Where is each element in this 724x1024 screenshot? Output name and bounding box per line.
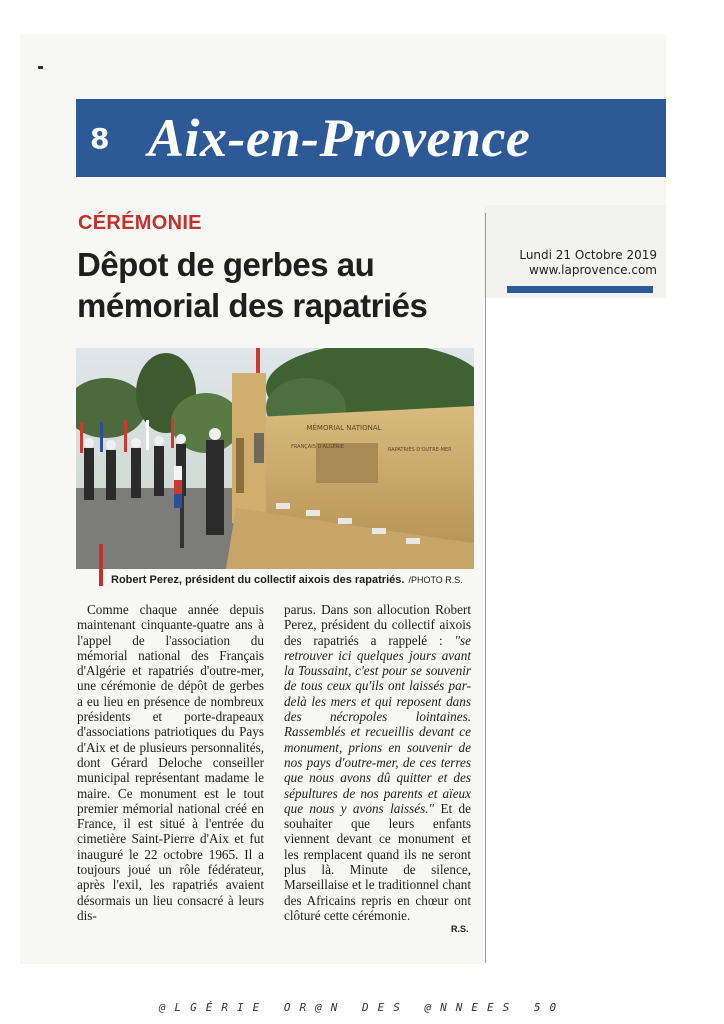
column-2-intro: parus. Dans son allocution Robert Perez, président du collectif aixois des rapatriés a rappelé : [284,602,471,648]
column-2-text [284,602,471,923]
caption-text: Robert Perez, président du collectif aixois des rapatriés. [111,574,405,586]
photo-caption [111,574,463,586]
publication-date: Lundi 21 Octobre 2019 [519,248,657,262]
memorial-ceremony-photo [76,348,474,569]
dateline [507,248,657,278]
dateline-bar [507,286,653,293]
caption-marker [99,544,103,586]
memorial-plaque-right: RAPATRIÉS D'OUTRE-MER [388,447,452,453]
article-headline: Dêpot de gerbes au mémorial des rapatriés [77,246,428,324]
column-2-outro: Et de souhaiter que leurs enfants viennent devant ce monument et les remplacent quand ils ne seront plus là. Minute de silence, Marseillaise et le traditionnel chant des Africains repris en chœur ont clôturé cette cérémonie. [284,800,471,923]
memorial-inscription: MÉMORIAL NATIONAL [306,424,382,432]
column-1-text: Comme chaque année depuis maintenant cinquante-quatre ans à l'appel de l'association du mémorial national des Français d'Algérie et rapatriés d'outre-mer, une cérémonie de dépôt de gerbes a eu lieu en présence de nombreux présidents et porte-drapeaux d'associations patriotiques du Pays d'Aix et de plusieurs personnalités, dont Gérard Deloche conseiller municipal représentant madame le maire. Ce monument est le tout premier mémorial national créé en France, il est situé à l'entrée du cimetière Saint-Pierre d'Aix et fut inauguré le 22 octobre 1965. Il a toujours joué un rôle fédérateur, après l'exil, les rapatriés avaient désormais un lieu consacré à leurs dis- [77,602,264,923]
memorial-plaque-left: FRANÇAIS D'ALGÉRIE [291,444,345,450]
article-column-2 [284,602,471,923]
author-signature: R.S. [451,924,469,934]
column-2-quote: "se retrouver ici quelques jours avant la Toussaint, c'est pour se souvenir de tous ceux qu'ils ont laissés par-delà les mers et qui reposent dans des nécropoles lointaines. Rassemblés et recueillis devant ce monument, prions en souvenir de nos pays d'outre-mer, de ces terres que nous avons dû quitter et des sépultures de nos parents et aïeux que nous y avons laissés." [284,632,472,816]
page-number: 8 [90,121,110,155]
article-kicker: CÉRÉMONIE [78,212,202,234]
section-title: Aix-en-Provence [148,108,531,168]
section-banner [76,99,666,177]
website-url: www.laprovence.com [529,263,657,277]
page-footer: @LGÉRIE OR@N DES @NNEES 50 [158,1001,566,1014]
article-column-1 [77,602,264,923]
scan-mark [38,66,43,69]
article-photo [76,348,474,569]
photo-credit: /PHOTO R.S. [408,575,463,585]
clipping-cutout [484,298,724,978]
